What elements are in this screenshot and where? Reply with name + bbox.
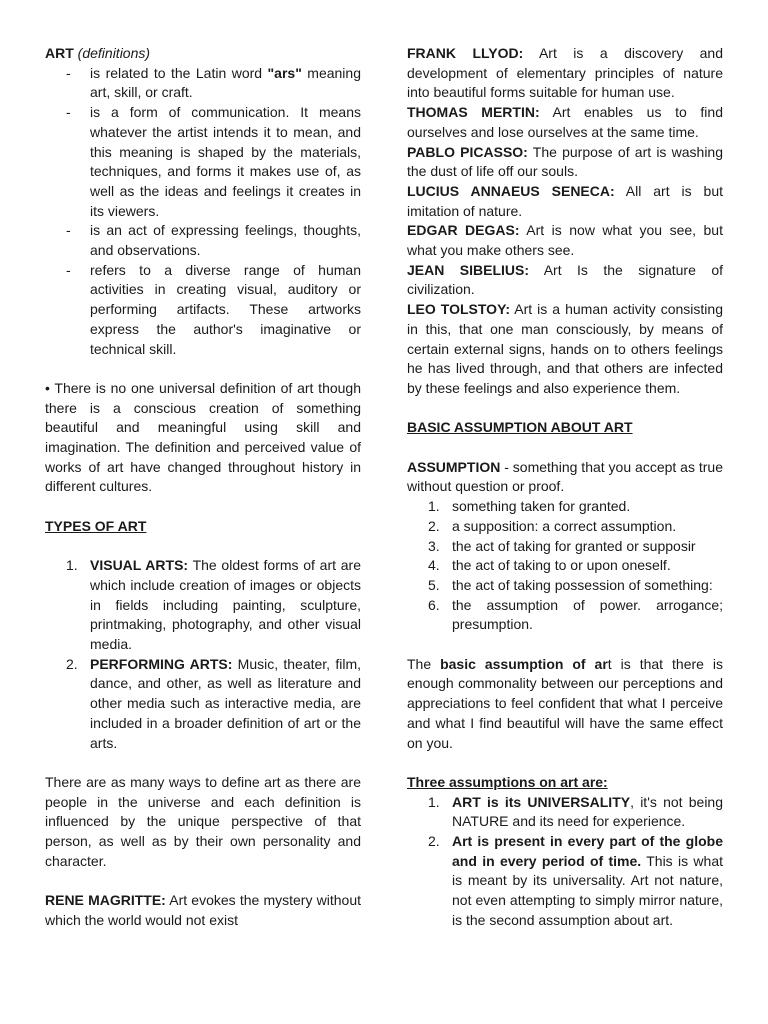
quote-leo-tolstoy: LEO TOLSTOY: Art is a human activity consisting in this, that one man consciously, by means of certain external signs, hands on to others feelings he has lived through, and that others are infected by these feelings and also experience them. (407, 301, 723, 396)
types-of-art-heading: TYPES OF ART (45, 517, 147, 534)
list-item: 3. the act of taking for granted or supposir (428, 537, 696, 554)
basic-assumption-paragraph: The basic assumption of art is that there is enough commonality between our perceptions and appreciations to feel confident that what I perceive and what I find beautiful will have the same effect on you. (407, 655, 724, 751)
type-item-visual-arts: 1. VISUAL ARTS: The oldest forms of art are which include creation of images or objects in fields including painting, sculpture, printmaking, photography, and other visual media. (66, 557, 361, 653)
universal-definition-paragraph: • There is no one universal definition of art though there is a conscious creation of something beautiful and meaningful using skill and imagination. The definition and perceived value of works of art have changed throughout history in different cultures. (45, 379, 361, 495)
left-column (45, 44, 361, 931)
definition-item: - refers to a diverse range of human activities in creating visual, auditory or performing artifacts. These artworks express the author's imaginative or technical skill. (66, 261, 361, 357)
definition-item: - is a form of communication. It means whatever the artist intends it to mean, and this meaning is shaped by the materials, techniques, and forms it makes use of, as well as the ideas and feelings it creates in its viewers. (66, 104, 361, 219)
assumption-definition: ASSUMPTION - something that you accept as true without question or proof. (407, 458, 723, 495)
quote-pablo-picasso: PABLO PICASSO: The purpose of art is washing the dust of life off our souls. (407, 143, 723, 180)
definitions-list (45, 64, 361, 360)
list-item: 1. something taken for granted. (428, 498, 631, 515)
art-definitions-heading (45, 44, 361, 64)
quote-seneca: LUCIUS ANNAEUS SENECA: All art is but imitation of nature. (407, 182, 723, 219)
quote-edgar-degas: EDGAR DEGAS: Art is now what you see, but what you make others see. (407, 222, 723, 259)
art-heading: ART (45, 45, 74, 61)
dash-marker: - (66, 64, 71, 81)
types-list (45, 556, 361, 753)
quote-jean-sibelius: JEAN SIBELIUS: Art Is the signature of civilization. (407, 261, 724, 298)
basic-assumption-heading: BASIC ASSUMPTION ABOUT ART (407, 419, 633, 436)
quote-frank-lloyd: FRANK LLYOD: Art is a discovery and development of elementary principles of nature into beautiful forms suitable for human use. (407, 45, 724, 101)
definition-item: - is an act of expressing feelings, thoughts, and observations. (66, 222, 361, 259)
three-assumptions-list (407, 793, 723, 931)
three-assumptions-heading: Three assumptions on art are: (407, 773, 608, 790)
assumption-list (407, 497, 723, 635)
quote-thomas-mertin: THOMAS MERTIN: Art enables us to find ourselves and lose ourselves at the same time. (407, 104, 723, 140)
dash-marker: - (66, 222, 71, 239)
list-item: 2. a supposition: a correct assumption. (428, 517, 677, 534)
right-column (407, 44, 723, 931)
list-item: 4. the act of taking to or upon oneself. (428, 557, 671, 574)
definitions-label: (definitions) (77, 45, 151, 61)
type-item-performing-arts: 2. PERFORMING ARTS: Music, theater, film, dance, and other, as well as literature and other media such as interactive media, are included in a broader definition of art or the arts. (66, 655, 361, 751)
list-item: 1. ART is its UNIVERSALITY, it's not being NATURE and its need for experience. (428, 793, 723, 830)
magritte-quote: RENE MAGRITTE: Art evokes the mystery without which the world would not exist (45, 892, 361, 928)
dash-marker: - (66, 104, 71, 121)
many-ways-paragraph: There are as many ways to define art as there are people in the universe and each definition is influenced by the unique perspective of that person, as well as by their own personality and character. (45, 773, 361, 869)
list-item: 2. Art is present in every part of the globe and in every period of time. This is what is meant by its universality. Art not nature, not even attempting to simply mirror nature, is the second assumption about art. (428, 833, 723, 928)
dash-marker: - (66, 261, 71, 278)
definition-item: - is related to the Latin word "ars" meaning art, skill, or craft. (66, 64, 361, 101)
list-item: 5. the act of taking possession of something: (428, 576, 713, 593)
list-item: 6. the assumption of power. arrogance; presumption. (428, 596, 723, 633)
